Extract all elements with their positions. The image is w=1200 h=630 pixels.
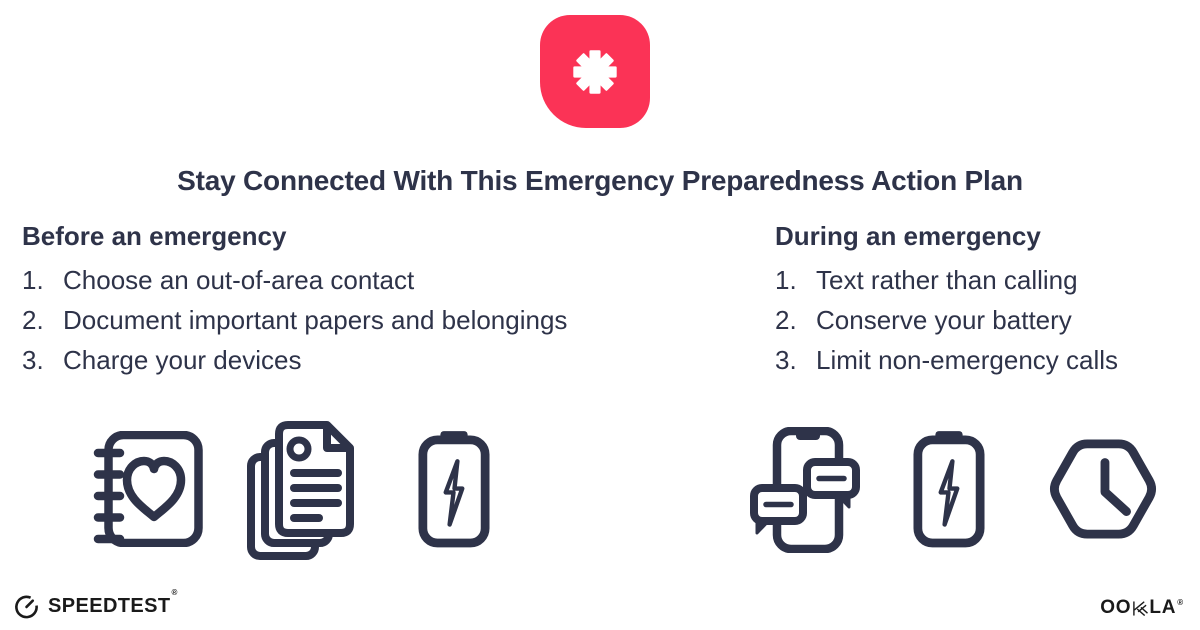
item-text: Choose an out-of-area contact: [63, 265, 415, 295]
before-emergency-section: [22, 221, 742, 380]
list-item: [775, 260, 1195, 300]
item-number: 3.: [22, 345, 44, 375]
item-text: Text rather than calling: [816, 265, 1078, 295]
ookla-letters-oo: OO: [1100, 597, 1132, 618]
item-text: Document important papers and belongings: [63, 305, 568, 335]
before-emergency-list: [22, 260, 742, 380]
during-emergency-list: [775, 260, 1195, 380]
during-emergency-section: [775, 221, 1195, 380]
ookla-letters-la: LA: [1149, 597, 1177, 618]
item-text: Limit non-emergency calls: [816, 345, 1119, 375]
contacts-notebook-icon: [93, 431, 203, 552]
clock-hexagon-icon: [1046, 438, 1160, 545]
item-number: 1.: [22, 265, 44, 295]
emergency-app-badge: [540, 15, 650, 128]
item-number: 3.: [775, 345, 797, 375]
item-text: Charge your devices: [63, 345, 302, 375]
battery-charge-icon: [913, 430, 985, 553]
battery-charge-icon: [418, 430, 490, 553]
list-item: [775, 300, 1195, 340]
list-item: [22, 260, 742, 300]
ookla-hatched-k-glyph: [1132, 601, 1148, 616]
ookla-logo: [1100, 597, 1183, 619]
phone-messages-icon: [750, 427, 860, 558]
list-item: [22, 300, 742, 340]
registered-mark: ®: [171, 588, 178, 597]
before-emergency-heading: Before an emergency: [22, 221, 287, 251]
documents-stack-icon: [246, 420, 356, 567]
speedtest-wordmark: SPEEDTEST®: [48, 588, 178, 617]
speedtest-logo: [13, 588, 178, 620]
asterisk-icon: [564, 41, 626, 103]
item-number: 2.: [775, 305, 797, 335]
speedtest-gauge-icon: [13, 593, 40, 620]
item-number: 2.: [22, 305, 44, 335]
item-number: 1.: [775, 265, 797, 295]
registered-mark: ®: [1177, 597, 1184, 607]
page-title: Stay Connected With This Emergency Preparedness Action Plan: [177, 164, 1023, 196]
list-item: [775, 340, 1195, 380]
during-emergency-heading: During an emergency: [775, 221, 1041, 251]
list-item: [22, 340, 742, 380]
item-text: Conserve your battery: [816, 305, 1072, 335]
